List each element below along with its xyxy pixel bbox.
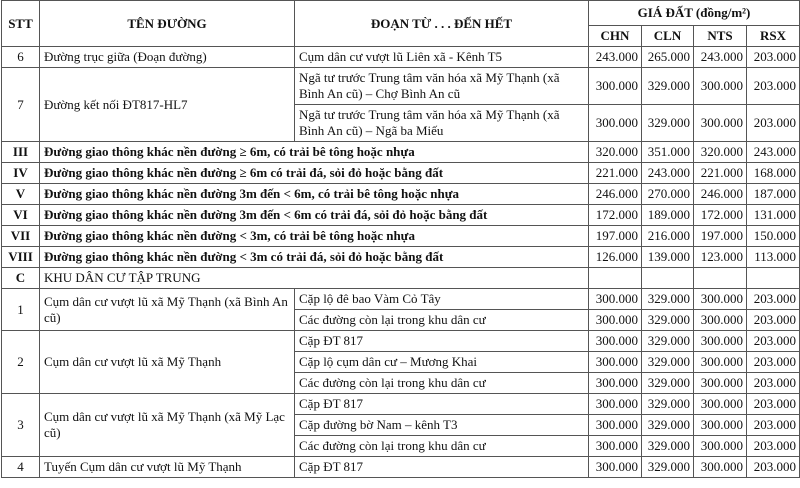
price-rsx: 243.000 [747, 142, 800, 163]
price-chn: 300.000 [589, 105, 642, 142]
price-chn: 197.000 [589, 226, 642, 247]
header-segment: ĐOẠN TỪ . . . ĐẾN HẾT [295, 1, 589, 47]
price-cln: 270.000 [642, 184, 694, 205]
price-chn: 243.000 [589, 47, 642, 68]
price-nts: 300.000 [694, 105, 747, 142]
segment-cell: Các đường còn lại trong khu dân cư [295, 373, 589, 394]
segment-cell: Cặp lộ đê bao Vàm Cỏ Tây [295, 289, 589, 310]
price-rsx: 150.000 [747, 226, 800, 247]
stt-cell: C [2, 268, 40, 289]
price-nts: 221.000 [694, 163, 747, 184]
price-nts: 300.000 [694, 436, 747, 457]
price-rsx: 203.000 [747, 373, 800, 394]
price-cln: 329.000 [642, 373, 694, 394]
price-nts: 300.000 [694, 289, 747, 310]
price-rsx: 203.000 [747, 47, 800, 68]
price-chn: 300.000 [589, 415, 642, 436]
price-cln: 351.000 [642, 142, 694, 163]
price-cln: 243.000 [642, 163, 694, 184]
stt-cell: VII [2, 226, 40, 247]
price-chn: 300.000 [589, 373, 642, 394]
price-chn: 300.000 [589, 289, 642, 310]
price-cln: 139.000 [642, 247, 694, 268]
section-name: KHU DÂN CƯ TẬP TRUNG [40, 268, 589, 289]
price-rsx [747, 268, 800, 289]
table-row [2, 331, 800, 352]
stt-cell: 1 [2, 289, 40, 331]
table-row [2, 457, 800, 478]
price-nts: 300.000 [694, 352, 747, 373]
price-chn: 300.000 [589, 436, 642, 457]
price-rsx: 113.000 [747, 247, 800, 268]
price-cln: 329.000 [642, 394, 694, 415]
price-chn: 320.000 [589, 142, 642, 163]
segment-cell: Cặp lộ cụm dân cư – Mương Khai [295, 352, 589, 373]
header-road-name: TÊN ĐƯỜNG [40, 1, 295, 47]
price-chn: 300.000 [589, 457, 642, 478]
price-nts: 123.000 [694, 247, 747, 268]
road-name: Đường trục giữa (Đoạn đường) [40, 47, 295, 68]
header-nts: NTS [694, 26, 747, 47]
price-nts: 300.000 [694, 310, 747, 331]
price-nts: 172.000 [694, 205, 747, 226]
header-stt: STT [2, 1, 40, 47]
segment-cell: Ngã tư trước Trung tâm văn hóa xã Mỹ Thạnh (xã Bình An cũ) – Ngã ba Miếu [295, 105, 589, 142]
land-price-table [1, 0, 800, 478]
price-nts: 300.000 [694, 331, 747, 352]
price-chn: 300.000 [589, 331, 642, 352]
section-name: Đường giao thông khác nền đường 3m đến < 6m, có trải bê tông hoặc nhựa [40, 184, 589, 205]
table-row [2, 47, 800, 68]
section-row [2, 205, 800, 226]
section-name: Đường giao thông khác nền đường < 3m có trải đá, sỏi đỏ hoặc bằng đất [40, 247, 589, 268]
price-cln: 216.000 [642, 226, 694, 247]
segment-cell: Cặp đường bờ Nam – kênh T3 [295, 415, 589, 436]
table-body [2, 47, 800, 478]
road-name: Cụm dân cư vượt lũ xã Mỹ Thạnh (xã Bình An cũ) [40, 289, 295, 331]
section-row [2, 142, 800, 163]
road-name: Tuyến Cụm dân cư vượt lũ Mỹ Thạnh [40, 457, 295, 478]
stt-cell: V [2, 184, 40, 205]
price-rsx: 203.000 [747, 415, 800, 436]
price-cln: 329.000 [642, 457, 694, 478]
price-nts: 300.000 [694, 394, 747, 415]
price-cln: 265.000 [642, 47, 694, 68]
section-row [2, 163, 800, 184]
section-name: Đường giao thông khác nền đường ≥ 6m có trải đá, sỏi đỏ hoặc bằng đất [40, 163, 589, 184]
price-nts: 246.000 [694, 184, 747, 205]
price-rsx: 131.000 [747, 205, 800, 226]
table-row [2, 394, 800, 415]
segment-cell: Các đường còn lại trong khu dân cư [295, 310, 589, 331]
price-chn: 221.000 [589, 163, 642, 184]
section-row [2, 268, 800, 289]
segment-cell: Cặp ĐT 817 [295, 394, 589, 415]
price-rsx: 203.000 [747, 310, 800, 331]
price-rsx: 203.000 [747, 105, 800, 142]
price-cln: 329.000 [642, 352, 694, 373]
price-chn: 172.000 [589, 205, 642, 226]
header-chn: CHN [589, 26, 642, 47]
price-chn: 300.000 [589, 394, 642, 415]
price-cln: 189.000 [642, 205, 694, 226]
section-row [2, 184, 800, 205]
stt-cell: 3 [2, 394, 40, 457]
table-row [2, 289, 800, 310]
price-nts: 197.000 [694, 226, 747, 247]
section-row [2, 226, 800, 247]
price-cln: 329.000 [642, 331, 694, 352]
price-rsx: 203.000 [747, 457, 800, 478]
table-row [2, 68, 800, 105]
price-rsx: 203.000 [747, 331, 800, 352]
stt-cell: III [2, 142, 40, 163]
segment-cell: Cặp ĐT 817 [295, 457, 589, 478]
price-rsx: 187.000 [747, 184, 800, 205]
road-name: Cụm dân cư vượt lũ xã Mỹ Thạnh (xã Mỹ Lạc cũ) [40, 394, 295, 457]
price-nts: 320.000 [694, 142, 747, 163]
price-chn: 300.000 [589, 352, 642, 373]
stt-cell: 2 [2, 331, 40, 394]
price-nts: 300.000 [694, 68, 747, 105]
stt-cell: 4 [2, 457, 40, 478]
price-rsx: 203.000 [747, 289, 800, 310]
header-cln: CLN [642, 26, 694, 47]
price-cln: 329.000 [642, 436, 694, 457]
price-chn: 246.000 [589, 184, 642, 205]
price-cln: 329.000 [642, 415, 694, 436]
price-chn: 126.000 [589, 247, 642, 268]
stt-cell: 7 [2, 68, 40, 142]
segment-cell: Cặp ĐT 817 [295, 331, 589, 352]
price-rsx: 203.000 [747, 352, 800, 373]
price-cln: 329.000 [642, 289, 694, 310]
stt-cell: IV [2, 163, 40, 184]
price-cln [642, 268, 694, 289]
stt-cell: 6 [2, 47, 40, 68]
price-rsx: 203.000 [747, 394, 800, 415]
section-name: Đường giao thông khác nền đường ≥ 6m, có trải bê tông hoặc nhựa [40, 142, 589, 163]
segment-cell: Các đường còn lại trong khu dân cư [295, 436, 589, 457]
section-row [2, 247, 800, 268]
segment-cell: Cụm dân cư vượt lũ Liên xã - Kênh T5 [295, 47, 589, 68]
road-name: Cụm dân cư vượt lũ xã Mỹ Thạnh [40, 331, 295, 394]
price-rsx: 203.000 [747, 68, 800, 105]
price-nts: 243.000 [694, 47, 747, 68]
price-chn: 300.000 [589, 68, 642, 105]
price-rsx: 168.000 [747, 163, 800, 184]
segment-cell: Ngã tư trước Trung tâm văn hóa xã Mỹ Thạnh (xã Bình An cũ) – Chợ Bình An cũ [295, 68, 589, 105]
price-nts: 300.000 [694, 457, 747, 478]
header-rsx: RSX [747, 26, 800, 47]
price-nts [694, 268, 747, 289]
stt-cell: VI [2, 205, 40, 226]
price-cln: 329.000 [642, 105, 694, 142]
section-name: Đường giao thông khác nền đường < 3m, có trải bê tông hoặc nhựa [40, 226, 589, 247]
price-nts: 300.000 [694, 415, 747, 436]
stt-cell: VIII [2, 247, 40, 268]
price-cln: 329.000 [642, 68, 694, 105]
road-name: Đường kết nối ĐT817-HL7 [40, 68, 295, 142]
price-chn [589, 268, 642, 289]
price-nts: 300.000 [694, 373, 747, 394]
price-rsx: 203.000 [747, 436, 800, 457]
price-cln: 329.000 [642, 310, 694, 331]
header-price-group: GIÁ ĐẤT (đồng/m²) [589, 1, 800, 26]
section-name: Đường giao thông khác nền đường 3m đến < 6m có trải đá, sỏi đỏ hoặc bằng đất [40, 205, 589, 226]
price-chn: 300.000 [589, 310, 642, 331]
